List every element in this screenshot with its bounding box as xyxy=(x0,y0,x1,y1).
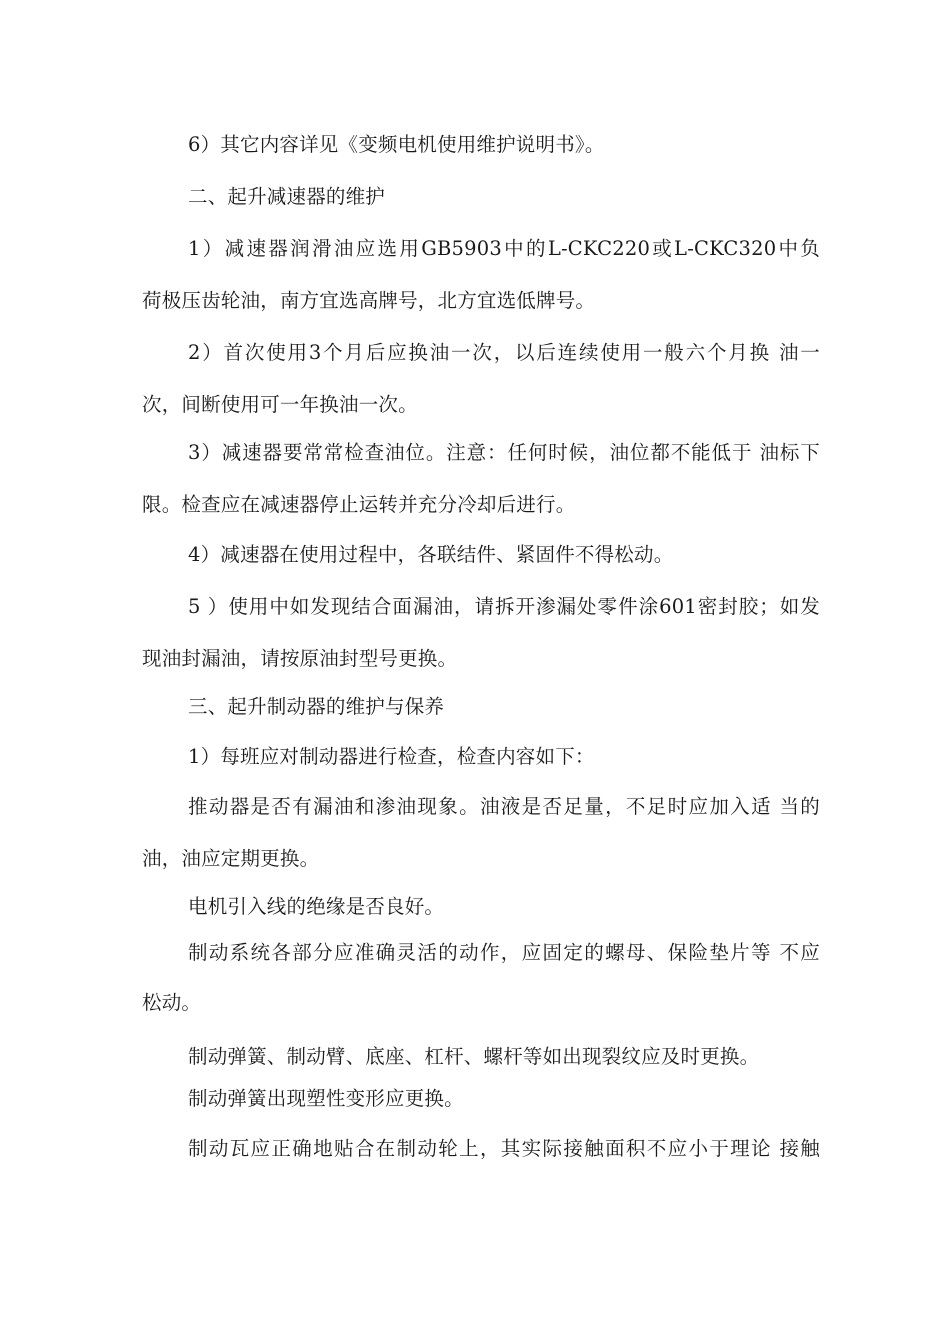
section-heading-reducer: 二、起升减速器的维护 xyxy=(188,185,386,208)
paragraph-reducer-item-5-line-2: 现油封漏油，请按原油封型号更换。 xyxy=(142,647,458,670)
paragraph-reducer-item-2-line-2: 次，间断使用可一年换油一次。 xyxy=(142,393,418,416)
paragraph-motor-lead: 电机引入线的绝缘是否良好。 xyxy=(188,895,445,918)
paragraph-reducer-item-1-line-1: 1）减速器润滑油应选用GB5903中的L-CKC220或L-CKC320中负 xyxy=(188,237,820,260)
paragraph-reducer-item-5-line-1: 5 ）使用中如发现结合面漏油，请拆开渗漏处零件涂601密封胶；如发 xyxy=(188,595,820,618)
paragraph-reducer-item-4: 4）减速器在使用过程中，各联结件、紧固件不得松动。 xyxy=(188,543,674,566)
paragraph-brake-system-line-2: 松动。 xyxy=(142,991,202,1014)
section-heading-brake: 三、起升制动器的维护与保养 xyxy=(188,695,445,718)
paragraph-motor-item-6: 6）其它内容详见《变频电机使用维护说明书》。 xyxy=(188,133,605,156)
paragraph-brake-system-line-1: 制动系统各部分应准确灵活的动作，应固定的螺母、保险垫片等 不应 xyxy=(188,941,820,964)
paragraph-reducer-item-1-line-2: 荷极压齿轮油，南方宜选高牌号，北方宜选低牌号。 xyxy=(142,289,596,312)
paragraph-pusher-line-2: 油，油应定期更换。 xyxy=(142,847,320,870)
paragraph-reducer-item-3-line-1: 3）减速器要常常检查油位。注意：任何时候，油位都不能低于 油标下 xyxy=(188,441,820,464)
paragraph-pusher-line-1: 推动器是否有漏油和渗油现象。油液是否足量，不足时应加入适 当的 xyxy=(188,795,820,818)
paragraph-brake-shoe-line-1: 制动瓦应正确地贴合在制动轮上，其实际接触面积不应小于理论 接触 xyxy=(188,1137,820,1160)
paragraph-brake-spring-cracks: 制动弹簧、制动臂、底座、杠杆、螺杆等如出现裂纹应及时更换。 xyxy=(188,1045,760,1068)
paragraph-reducer-item-2-line-1: 2）首次使用3个月后应换油一次，以后连续使用一般六个月换 油一 xyxy=(188,341,820,364)
paragraph-brake-item-1: 1）每班应对制动器进行检查，检查内容如下： xyxy=(188,745,595,768)
paragraph-brake-spring-deform: 制动弹簧出现塑性变形应更换。 xyxy=(188,1087,464,1110)
paragraph-reducer-item-3-line-2: 限。检查应在减速器停止运转并充分冷却后进行。 xyxy=(142,493,576,516)
